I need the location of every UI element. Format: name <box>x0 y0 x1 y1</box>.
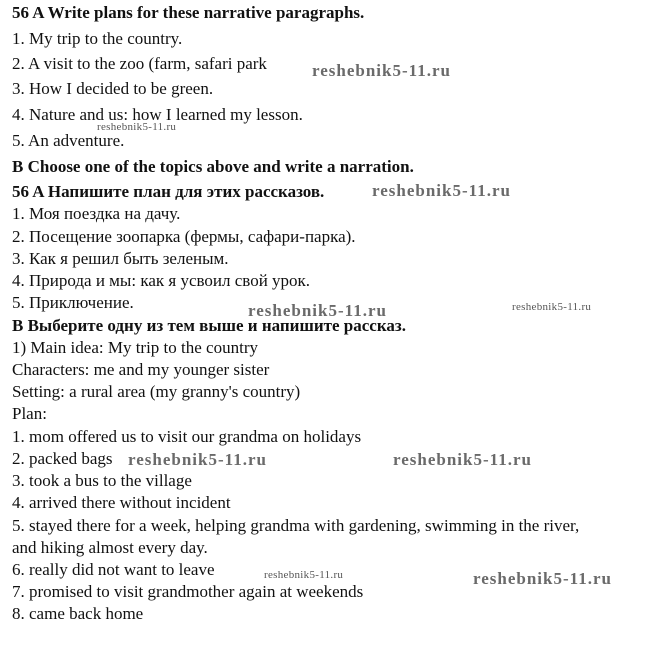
ru-section-b-task: B Выберите одну из тем выше и напишите рассказ. <box>12 316 406 335</box>
topic-item-1: 1. My trip to the country. <box>12 29 183 48</box>
watermark: reshebnik5-11.ru <box>248 301 387 320</box>
topic-item-2: 2. A visit to the zoo (farm, safari park <box>12 54 267 73</box>
section-a-heading: 56 A Write plans for these narrative paragraphs. <box>12 3 365 22</box>
plan-item-8: 8. came back home <box>12 604 144 623</box>
section-b-task: B Choose one of the topics above and write a narration. <box>12 157 414 176</box>
watermark: reshebnik5-11.ru <box>512 301 592 313</box>
watermark: reshebnik5-11.ru <box>312 61 451 80</box>
topic-item-3: 3. How I decided to be green. <box>12 79 214 98</box>
watermark: reshebnik5-11.ru <box>393 450 532 469</box>
plan-item-6: 6. really did not want to leave <box>12 560 215 579</box>
watermark: reshebnik5-11.ru <box>372 181 511 200</box>
ru-topic-item-1: 1. Моя поездка на дачу. <box>12 204 181 223</box>
answer-main-idea: 1) Main idea: My trip to the country <box>12 338 258 357</box>
plan-item-2: 2. packed bags <box>12 449 113 468</box>
ru-topic-item-4: 4. Природа и мы: как я усвоил свой урок. <box>12 271 311 290</box>
answer-plan-label: Plan: <box>12 404 47 423</box>
watermark: reshebnik5-11.ru <box>97 121 177 133</box>
topic-item-4: 4. Nature and us: how I learned my lesson. <box>12 105 303 124</box>
watermark: reshebnik5-11.ru <box>128 450 267 469</box>
plan-item-1: 1. mom offered us to visit our grandma on holidays <box>12 427 362 446</box>
answer-setting: Setting: a rural area (my granny's country) <box>12 382 301 401</box>
answer-characters: Characters: me and my younger sister <box>12 360 270 379</box>
watermark: reshebnik5-11.ru <box>473 569 612 588</box>
topic-item-5: 5. An adventure. <box>12 131 125 150</box>
plan-item-5: 5. stayed there for a week, helping grandma with gardening, swimming in the river, <box>12 516 580 535</box>
ru-topic-item-3: 3. Как я решил быть зеленым. <box>12 249 229 268</box>
plan-item-5-continued: and hiking almost every day. <box>12 538 208 557</box>
ru-topic-item-2: 2. Посещение зоопарка (фермы, сафари-парка). <box>12 227 356 246</box>
section-ru-heading: 56 A Напишите план для этих рассказов. <box>12 182 325 201</box>
ru-topic-item-5: 5. Приключение. <box>12 293 134 312</box>
plan-item-4: 4. arrived there without incident <box>12 493 231 512</box>
watermark: reshebnik5-11.ru <box>264 569 344 581</box>
plan-item-3: 3. took a bus to the village <box>12 471 192 490</box>
plan-item-7: 7. promised to visit grandmother again at weekends <box>12 582 364 601</box>
